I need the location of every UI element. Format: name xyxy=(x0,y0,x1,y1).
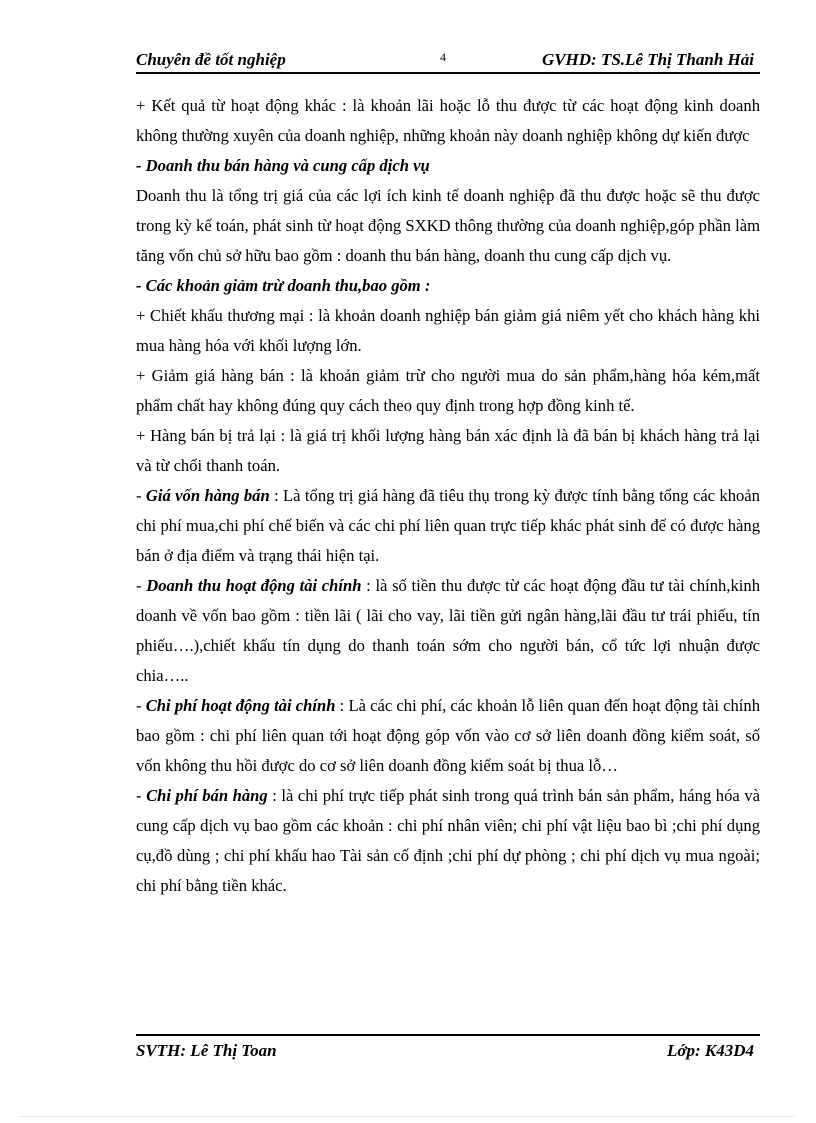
paragraph-sales-allowance: + Giảm giá hàng bán : là khoản giảm trừ cho người mua do sản phẩm,hàng hóa kém,mất phẩm chất hay không đúng quy cách theo quy định trong hợp đồng kinh tế. xyxy=(136,366,760,415)
footer-student: SVTH: Lê Thị Toan xyxy=(136,1041,277,1060)
definition-financial-revenue: : là số tiền thu được từ các hoạt động đầu tư tài chính,kinh doanh về vốn bao gồm : tiền lãi ( lãi cho vay, lãi tiền gửi ngân hàng,lãi đầu tư trái phiếu, tín phiếu….),chiết khấu tín dụng do thanh toán sớm cho người bán, cổ tức lợi nhuận được chia….. xyxy=(136,576,760,685)
page-bottom-divider xyxy=(20,1116,796,1117)
paragraph-revenue: Doanh thu là tổng trị giá của các lợi ích kinh tế doanh nghiệp đã thu được hoặc sẽ thu được trong kỳ kế toán, phát sinh từ hoạt động SXKD thông thường của doanh nghiệp,góp phần làm tăng vốn chủ sở hữu bao gồm : doanh thu bán hàng, doanh thu cung cấp dịch vụ. xyxy=(136,186,760,265)
document-body xyxy=(136,91,760,901)
dash: - xyxy=(136,576,147,595)
definition-selling-expenses: : là chi phí trực tiếp phát sinh trong quá trình bán sản phẩm, háng hóa và cung cấp dịch vụ bao gồm các khoản : chi phí nhân viên; chi phí vật liệu bao bì ;chi phí dụng cụ,đồ dùng ; chi phí khấu hao Tài sản cố định ;chi phí dự phòng ; chi phí dịch vụ mua ngoài; chi phí bằng tiền khác. xyxy=(136,786,760,895)
paragraph-selling-expenses xyxy=(136,781,760,901)
heading-revenue-deductions: - Các khoản giảm trừ doanh thu,bao gồm : xyxy=(136,276,431,295)
paragraph-trade-discount: + Chiết khấu thương mại : là khoản doanh nghiệp bán giảm giá niêm yết cho khách hàng khi mua hàng hóa với khối lượng lớn. xyxy=(136,306,760,355)
term-cogs: Giá vốn hàng bán xyxy=(145,486,270,505)
heading-revenue: - Doanh thu bán hàng và cung cấp dịch vụ xyxy=(136,156,430,175)
dash: - xyxy=(136,786,147,805)
paragraph-cogs xyxy=(136,481,760,571)
dash: - xyxy=(136,486,146,505)
paragraph-financial-revenue xyxy=(136,571,760,691)
term-financial-expenses: Chi phí hoạt động tài chính xyxy=(145,696,336,715)
dash: - xyxy=(136,696,146,715)
paragraph-other-activities: + Kết quả từ hoạt động khác : là khoản lãi hoặc lỗ thu được từ các hoạt động kinh doanh không thường xuyên của doanh nghiệp, những khoản này doanh nghiệp không dự kiến được xyxy=(136,96,760,145)
definition-cogs: : Là tổng trị giá hàng đã tiêu thụ trong kỳ được tính bằng tổng các khoản chi phí mua,chi phí chế biến và các chi phí liên quan trực tiếp khác phát sinh để có được hàng bán ở địa điểm và trạng thái hiện tại. xyxy=(136,486,760,565)
page-number: 4 xyxy=(440,50,446,64)
header-title: Chuyên đề tốt nghiệp xyxy=(136,50,286,69)
definition-financial-expenses: : Là các chi phí, các khoản lỗ liên quan đến hoạt động tài chính bao gồm : chi phí liên quan tới hoạt động góp vốn vào cơ sở liên doanh đồng kiểm soát, số vốn không thu hồi được do cơ sở liên doanh đồng kiểm soát bị thua lỗ… xyxy=(136,696,760,775)
header-supervisor: GVHD: TS.Lê Thị Thanh Hải xyxy=(541,50,754,69)
paragraph-sales-returns: + Hàng bán bị trả lại : là giá trị khối lượng hàng bán xác định là đã bán bị khách hàng trả lại và từ chối thanh toán. xyxy=(136,426,760,475)
footer-class: Lớp: K43D4 xyxy=(666,1041,754,1060)
page-header xyxy=(136,46,760,74)
page-footer xyxy=(136,1034,760,1067)
term-financial-revenue: Doanh thu hoạt động tài chính xyxy=(146,576,362,595)
paragraph-financial-expenses xyxy=(136,691,760,781)
term-selling-expenses: Chi phí bán hàng xyxy=(146,786,268,805)
